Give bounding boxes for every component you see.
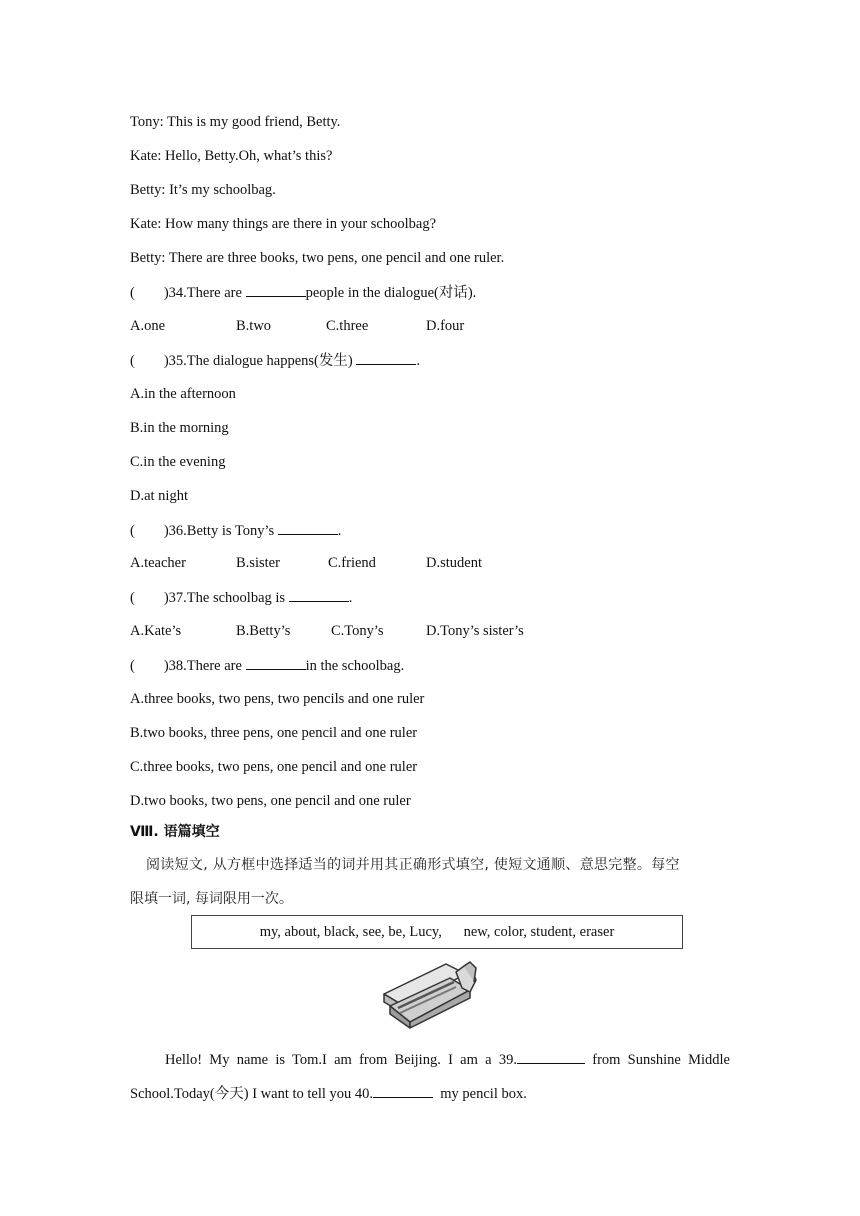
question-34	[130, 283, 476, 302]
question-text: 34.There are	[168, 285, 246, 301]
answer-paren: ( )	[130, 523, 169, 539]
passage-text: School.Today(今天) I want to tell you 40.	[130, 1086, 374, 1102]
answer-blank[interactable]	[246, 283, 306, 297]
pencil-box-icon	[378, 958, 482, 1030]
instruction-text: 限填一词, 每词限用一次。	[130, 891, 293, 907]
question-text: 35.The dialogue happens(发生)	[168, 353, 357, 369]
question-text: .	[416, 353, 420, 369]
answer-paren: ( )	[130, 285, 169, 301]
passage-text: my pencil box.	[440, 1086, 527, 1102]
dialogue-line: Tony: This is my good friend, Betty.	[130, 114, 341, 130]
option-c: C.friend	[328, 555, 376, 571]
answer-blank[interactable]	[289, 588, 349, 602]
option-d: D.at night	[130, 488, 188, 504]
answer-blank-39[interactable]	[517, 1050, 585, 1064]
option-c: C.three	[326, 318, 369, 334]
question-text: people in the dialogue(对话).	[305, 285, 477, 301]
answer-paren: ( )	[130, 353, 169, 369]
answer-blank[interactable]	[356, 351, 416, 365]
dialogue-line: Betty: It’s my schoolbag.	[130, 182, 276, 198]
question-text: 37.The schoolbag is	[168, 590, 289, 606]
answer-paren: ( )	[130, 658, 169, 674]
option-d: D.two books, two pens, one pencil and one ruler	[130, 793, 411, 809]
option-c: C.three books, two pens, one pencil and one ruler	[130, 759, 418, 775]
question-38	[130, 656, 404, 675]
answer-blank-40[interactable]	[373, 1084, 433, 1098]
option-c: C.in the evening	[130, 454, 226, 470]
option-d: D.Tony’s sister’s	[426, 623, 524, 639]
passage-line	[165, 1050, 730, 1069]
option-b: B.two books, three pens, one pencil and one ruler	[130, 725, 418, 741]
option-a: A.one	[130, 318, 166, 334]
option-d: D.four	[426, 318, 465, 334]
section-heading: Ⅷ. 语篇填空	[130, 824, 220, 840]
option-b: B.Betty’s	[236, 623, 291, 639]
option-a: A.teacher	[130, 555, 186, 571]
passage-text: Hello! My name is Tom.I am from Beijing. I am a 39.	[165, 1052, 517, 1068]
passage-line	[130, 1084, 527, 1103]
dialogue-line: Kate: Hello, Betty.Oh, what’s this?	[130, 148, 333, 164]
answer-blank[interactable]	[278, 521, 338, 535]
answer-paren: ( )	[130, 590, 169, 606]
option-a: A.Kate’s	[130, 623, 182, 639]
question-text: .	[337, 523, 342, 539]
instruction-text: 阅读短文, 从方框中选择适当的词并用其正确形式填空, 使短文通顺、意思完整。每空	[146, 857, 680, 873]
answer-blank[interactable]	[246, 656, 306, 670]
question-text: in the schoolbag.	[305, 658, 405, 674]
option-c: C.Tony’s	[331, 623, 384, 639]
option-b: B.two	[236, 318, 272, 334]
question-text: 38.There are	[168, 658, 246, 674]
dialogue-line: Kate: How many things are there in your schoolbag?	[130, 216, 437, 232]
word-box-text: my, about, black, see, be, Lucy, new, color, student, eraser	[259, 923, 615, 940]
option-a: A.in the afternoon	[130, 386, 236, 402]
passage-text: from Sunshine Middle	[592, 1052, 730, 1068]
option-b: B.sister	[236, 555, 280, 571]
question-text: .	[348, 590, 353, 606]
option-a: A.three books, two pens, two pencils and one ruler	[130, 691, 425, 707]
word-box	[191, 915, 683, 949]
question-35	[130, 351, 420, 370]
option-d: D.student	[426, 555, 482, 571]
question-37	[130, 588, 352, 607]
question-36	[130, 521, 341, 540]
dialogue-line: Betty: There are three books, two pens, one pencil and one ruler.	[130, 250, 505, 266]
question-text: 36.Betty is Tony’s	[168, 523, 278, 539]
option-b: B.in the morning	[130, 420, 229, 436]
